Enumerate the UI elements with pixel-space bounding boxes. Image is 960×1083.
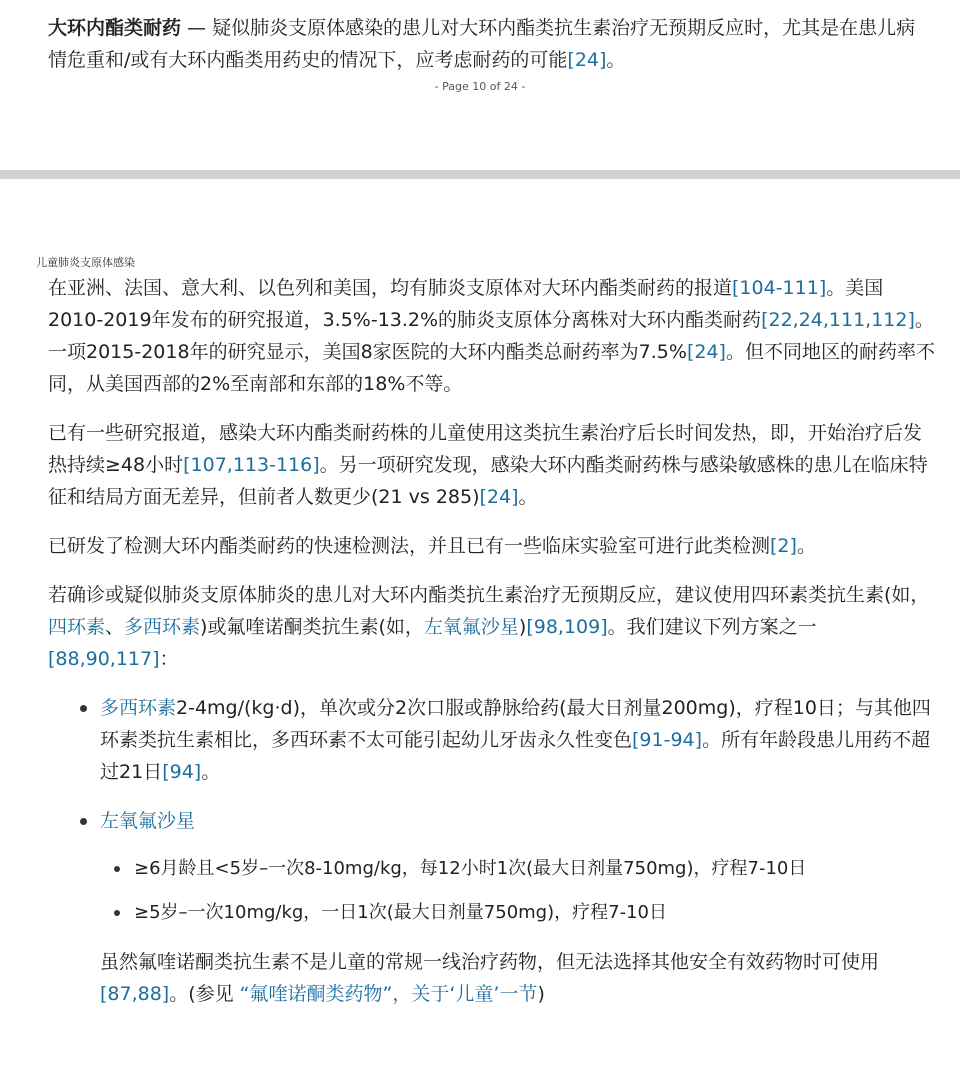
reference-link[interactable]: [107,113-116] [183, 454, 320, 476]
paragraph-prolonged-fever: 已有一些研究报道，感染大环内酯类耐药株的儿童使用这类抗生素治疗后长时间发热，即，开始治疗后发热持续≥48小时[107,113-116]。另一项研究发现，感染大环内酯类耐药株与感染敏感株的患儿在临床特征和结局方面无差异，但前者人数更少(21 vs 285)[24]。 [48, 422, 928, 508]
levofloxacin-dosing-list [100, 853, 936, 929]
reference-link[interactable]: [87,88] [100, 983, 170, 1005]
paragraph-resistance-reports: 在亚洲、法国、意大利、以色列和美国，均有肺炎支原体对大环内酯类耐药的报道[104-111]。美国2010-2019年发布的研究报道，3.5%-13.2%的肺炎支原体分离株对大环内酯类耐药[22,24,111,112]。一项2015-2018年的研究显示，美国8家医院的大环内酯类总耐药率为7.5%[24]。但不同地区的耐药率不同，从美国西部的2%至南部和东部的18%不等。 [48, 277, 935, 395]
drug-link-levofloxacin[interactable]: 左氧氟沙星 [100, 810, 196, 832]
running-header: 儿童肺炎支原体感染 [36, 256, 135, 269]
previous-page [0, 0, 960, 170]
reference-link[interactable]: [24] [686, 341, 726, 363]
macrolide-resistance-summary: 大环内酯类耐药 — 疑似肺炎支原体感染的患儿对大环内酯类抗生素治疗无预期反应时，尤其是在患儿病情危重和/或有大环内酯类用药史的情况下，应考虑耐药的可能[24]。 [48, 17, 916, 71]
paragraph-rapid-tests: 已研发了检测大环内酯类耐药的快速检测法，并且已有一些临床实验室可进行此类检测[2]。 [48, 535, 816, 557]
reference-link[interactable]: [88,90,117] [48, 648, 160, 670]
reference-link[interactable]: [104-111] [732, 277, 827, 299]
page-separator [0, 170, 960, 179]
paragraph-alternative-therapy: 若确诊或疑似肺炎支原体肺炎的患儿对大环内酯类抗生素治疗无预期反应，建议使用四环素类抗生素(如，四环素、多西环素)或氟喹诺酮类抗生素(如，左氧氟沙星)[98,109]。我们建议下列方案之一[88,90,117]： [48, 584, 930, 670]
drug-link-doxycycline[interactable]: 多西环素 [100, 697, 177, 719]
reference-link[interactable]: [22,24,111,112] [761, 309, 915, 331]
list-item-doxycycline: 多西环素2-4mg/(kg·d)，单次或分2次口服或静脉给药(最大日剂量200mg)，疗程10日；与其他四环素类抗生素相比，多西环素不太可能引起幼儿牙齿永久性变色[91-94]。所有年龄段患儿用药不超过21日[94]。 [48, 692, 936, 788]
regimen-list [48, 692, 936, 929]
page-number: - Page 10 of 24 - [434, 80, 526, 93]
drug-link-doxycycline[interactable]: 多西环素 [124, 616, 201, 638]
reference-link[interactable]: [24] [479, 486, 519, 508]
topic-link-fluoroquinolones[interactable]: “氟喹诺酮类药物”，关于‘儿童’一节 [239, 983, 538, 1005]
list-item-levofloxacin [48, 805, 936, 929]
reference-link[interactable]: [24] [567, 49, 607, 71]
reference-link[interactable]: [2] [770, 535, 797, 557]
reference-link[interactable]: [91-94] [632, 729, 703, 751]
drug-link-levofloxacin[interactable]: 左氧氟沙星 [423, 616, 519, 638]
list-item-dose-under-5: ≥6月龄且<5岁–一次8-10mg/kg，每12小时1次(最大日剂量750mg)，疗程7-10日 [100, 853, 936, 885]
list-item-dose-5-and-over: ≥5岁–一次10mg/kg，一日1次(最大日剂量750mg)，疗程7-10日 [100, 897, 936, 929]
drug-link-tetracycline[interactable]: 四环素 [48, 616, 106, 638]
fluoroquinolone-note: 虽然氟喹诺酮类抗生素不是儿童的常规一线治疗药物，但无法选择其他安全有效药物时可使用[87,88]。(参见 “氟喹诺酮类药物”，关于‘儿童’一节) [100, 951, 880, 1005]
reference-link[interactable]: [98,109] [526, 616, 608, 638]
section-lead: 大环内酯类耐药 [48, 17, 182, 39]
page-body [48, 272, 936, 1010]
reference-link[interactable]: [94] [162, 761, 202, 783]
